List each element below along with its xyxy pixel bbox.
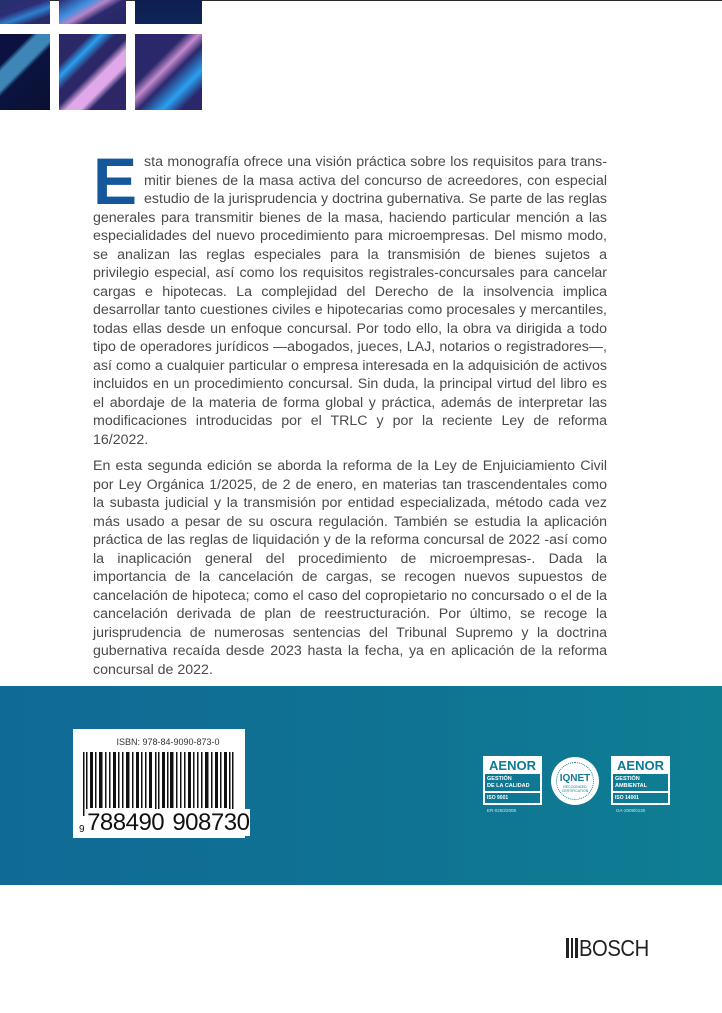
cover-art-tile [135, 0, 202, 24]
cover-art-tile [0, 34, 50, 110]
badge-line: RECOGNIZED [563, 785, 587, 789]
barcode-bars-icon [81, 752, 237, 816]
iso-label: ISO 9001 [487, 795, 509, 801]
synopsis [93, 144, 607, 687]
aenor-logo: AENOR [485, 758, 540, 774]
badge-line: AMBIENTAL [615, 783, 647, 789]
synopsis-paragraph-2: En esta segunda edición se aborda la reforma de la Ley de Enjuiciamiento Civil por Ley Orgánica 1/2025, de 2 de enero, en materias tan trascendentales como la subasta judicial y la transmisión por entidad especializada, método cada vez más usado a pesar de su oscura regulación. También se estudia la aplicación práctica de las reglas de liquidación y de la reforma concursal de 2022 -así como la inaplicación general del procedimiento de microempresas-. Dada la importancia de la cancelación de cargas, se recogen nuevos supuestos de cancelación de hipoteca; como el caso del copropietario no concursado o el de la cancelación derivada de plan de reestructuración. Por último, se recoge la jurisprudencia de numerosas sentencias del Tribunal Supremo y la doctrina gubernativa recaída desde 2023 hasta la fecha, ya en aplicación de la reforma concursal de 2022. [93, 458, 607, 678]
badge-line: GESTIÓN [487, 776, 512, 782]
synopsis-paragraph-1-text: sta monografía ofrece una visión práctica sobre los requisitos para transmitir bienes de la masa activa del concurso de acreedores, con especial estudio de la jurisprudencia y doctrina gubernativa. Se parte de las reglas generales para transmitir bienes de la masa, haciendo particular mención a las especialidades del nuevo procedimiento para microempresas. Del mismo modo, se analizan las reglas especiales para la transmisión de bienes sujetos a privilegio especial, así como los requisitos registrales-concursales para cancelar cargas e hipotecas. La complejidad del Derecho de la insolvencia implica desarrollar tanto cuestiones civiles e hipotecarias como procesales y mercantiles, todas ellas desde un enfoque concursal. Por todo ello, la obra va dirigida a todo tipo de operadores jurídicos —abogados, jueces, LAJ, notarios o registradores—, así como a cualquier particular o empresa interesada en la adquisición de activos incluidos en un procedimiento concursal. Sin duda, la principal virtud del libro es el abordaje de la materia de forma global y práctica, además de interpretar las modificaciones introducidas por el TRLC y por la reciente Ley de reforma 16/2022. [93, 154, 607, 448]
publisher-name: BOSCH [578, 935, 649, 961]
bosch-bars-icon [566, 938, 578, 958]
barcode-lead-digit: 9 [79, 824, 85, 835]
badge-line: GESTIÓN [615, 776, 640, 782]
aenor-quality-desc [485, 774, 540, 793]
cover-art-tile [0, 0, 50, 24]
badge-line: DE LA CALIDAD [487, 783, 530, 789]
iso-label: ISO 14001 [615, 795, 639, 801]
cover-art-tile [59, 34, 126, 110]
publisher-logo [566, 935, 658, 961]
certificate-code: ER-0260/2009 [487, 808, 517, 813]
isbn-label: ISBN: 978-84-9090-873-0 [116, 737, 220, 747]
cover-art-tile [59, 0, 126, 24]
aenor-quality-badge [483, 756, 542, 805]
iqnet-badge [551, 757, 599, 805]
barcode-group-1: 788490 [87, 809, 165, 836]
barcode-digits [79, 809, 250, 837]
badge-line: CERTIFICATION [561, 789, 589, 793]
dropcap: E [93, 144, 138, 218]
aenor-logo: AENOR [613, 758, 668, 774]
certificate-code: GA-2009/0130 [616, 808, 646, 813]
iqnet-name: IQNET [559, 773, 591, 784]
aenor-environment-badge [611, 756, 670, 805]
synopsis-paragraph-1 [93, 144, 607, 449]
cover-art-tile [135, 34, 202, 110]
aenor-environment-desc [613, 774, 668, 793]
barcode-group-2: 908730 [172, 809, 250, 836]
isbn-barcode [73, 729, 250, 838]
iqnet-sub [551, 785, 599, 793]
